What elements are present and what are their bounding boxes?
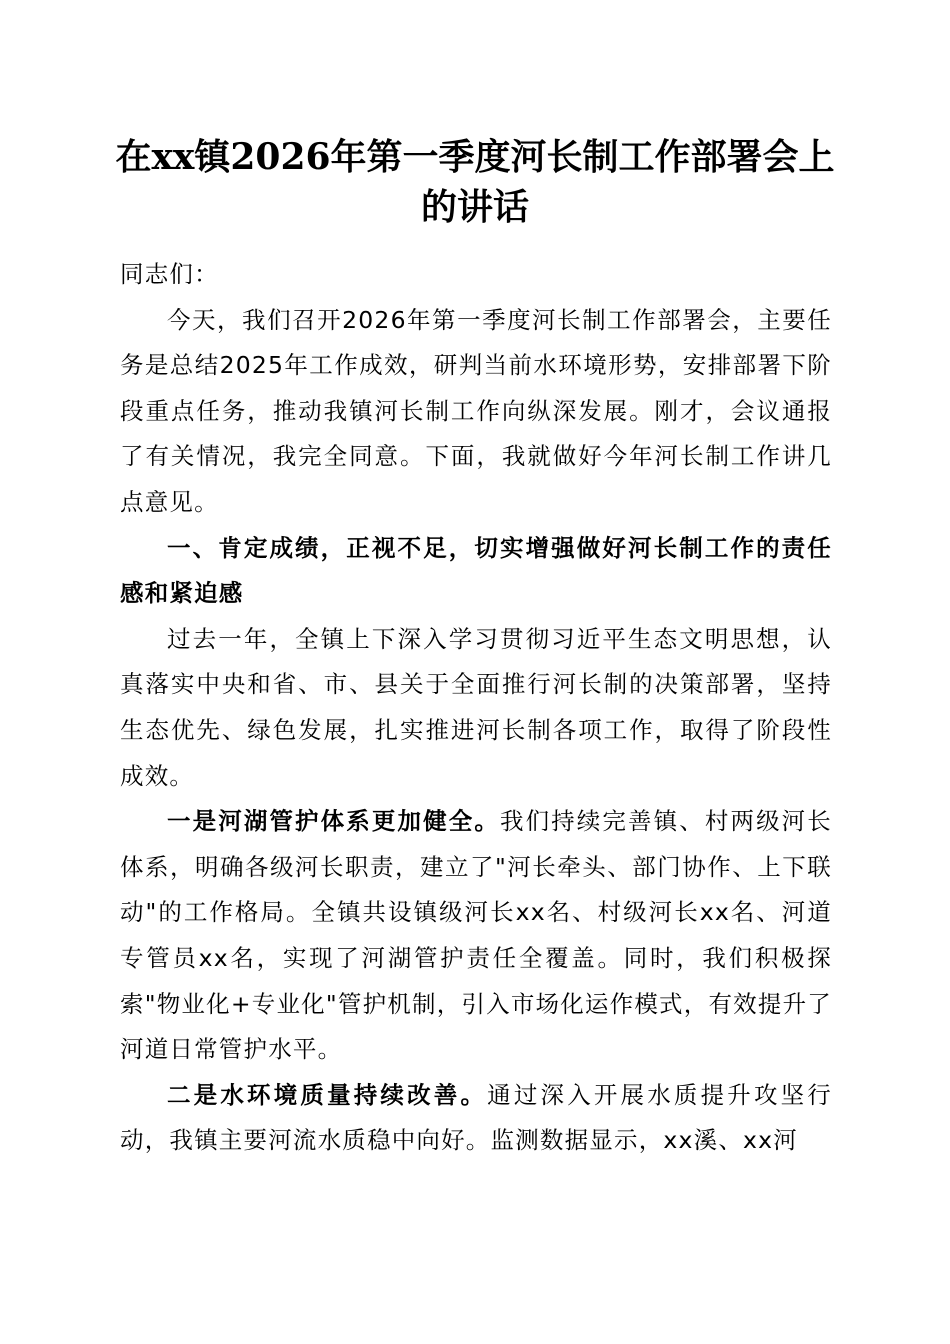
- paragraph-achievements: 过去一年，全镇上下深入学习贯彻习近平生态文明思想，认真落实中央和省、市、县关于全面推行河长制的决策部署，坚持生态优先、绿色发展，扎实推进河长制各项工作，取得了阶段性成效。: [120, 624, 832, 790]
- paragraph-point-2: [120, 1073, 832, 1164]
- paragraph-intro: 今天，我们召开2026年第一季度河长制工作部署会，主要任务是总结2025年工作成效，研判当前水环境形势，安排部署下阶段重点任务，推动我镇河长制工作向纵深发展。刚才，会议通报了有关情况，我完全同意。下面，我就做好今年河长制工作讲几点意见。: [120, 305, 832, 516]
- point-1-lead: 一是河湖管护体系更加健全。: [167, 807, 500, 836]
- salutation: 同志们：: [120, 260, 219, 288]
- point-1-text: 我们持续完善镇、村两级河长体系，明确各级河长职责，建立了"河长牵头、部门协作、上下联动"的工作格局。全镇共设镇级河长xx名、村级河长xx名、河道专管员xx名，实现了河湖管护责任全覆盖。同时，我们积极探索"物业化+专业化"管护机制，引入市场化运作模式，有效提升了河道日常管护水平。: [120, 807, 832, 1064]
- page-title: 在xx镇2026年第一季度河长制工作部署会上的讲话: [115, 136, 835, 228]
- document-body: [120, 252, 832, 1164]
- point-2-lead: 二是水环境质量持续改善。: [167, 1080, 488, 1109]
- paragraph-point-1: [120, 799, 832, 1073]
- point-2-text: 通过深入开展水质提升攻坚行动，我镇主要河流水质稳中向好。监测数据显示，xx溪、xx河: [120, 1080, 832, 1155]
- section-heading-1: 一、肯定成绩，正视不足，切实增强做好河长制工作的责任感和紧迫感: [120, 533, 832, 608]
